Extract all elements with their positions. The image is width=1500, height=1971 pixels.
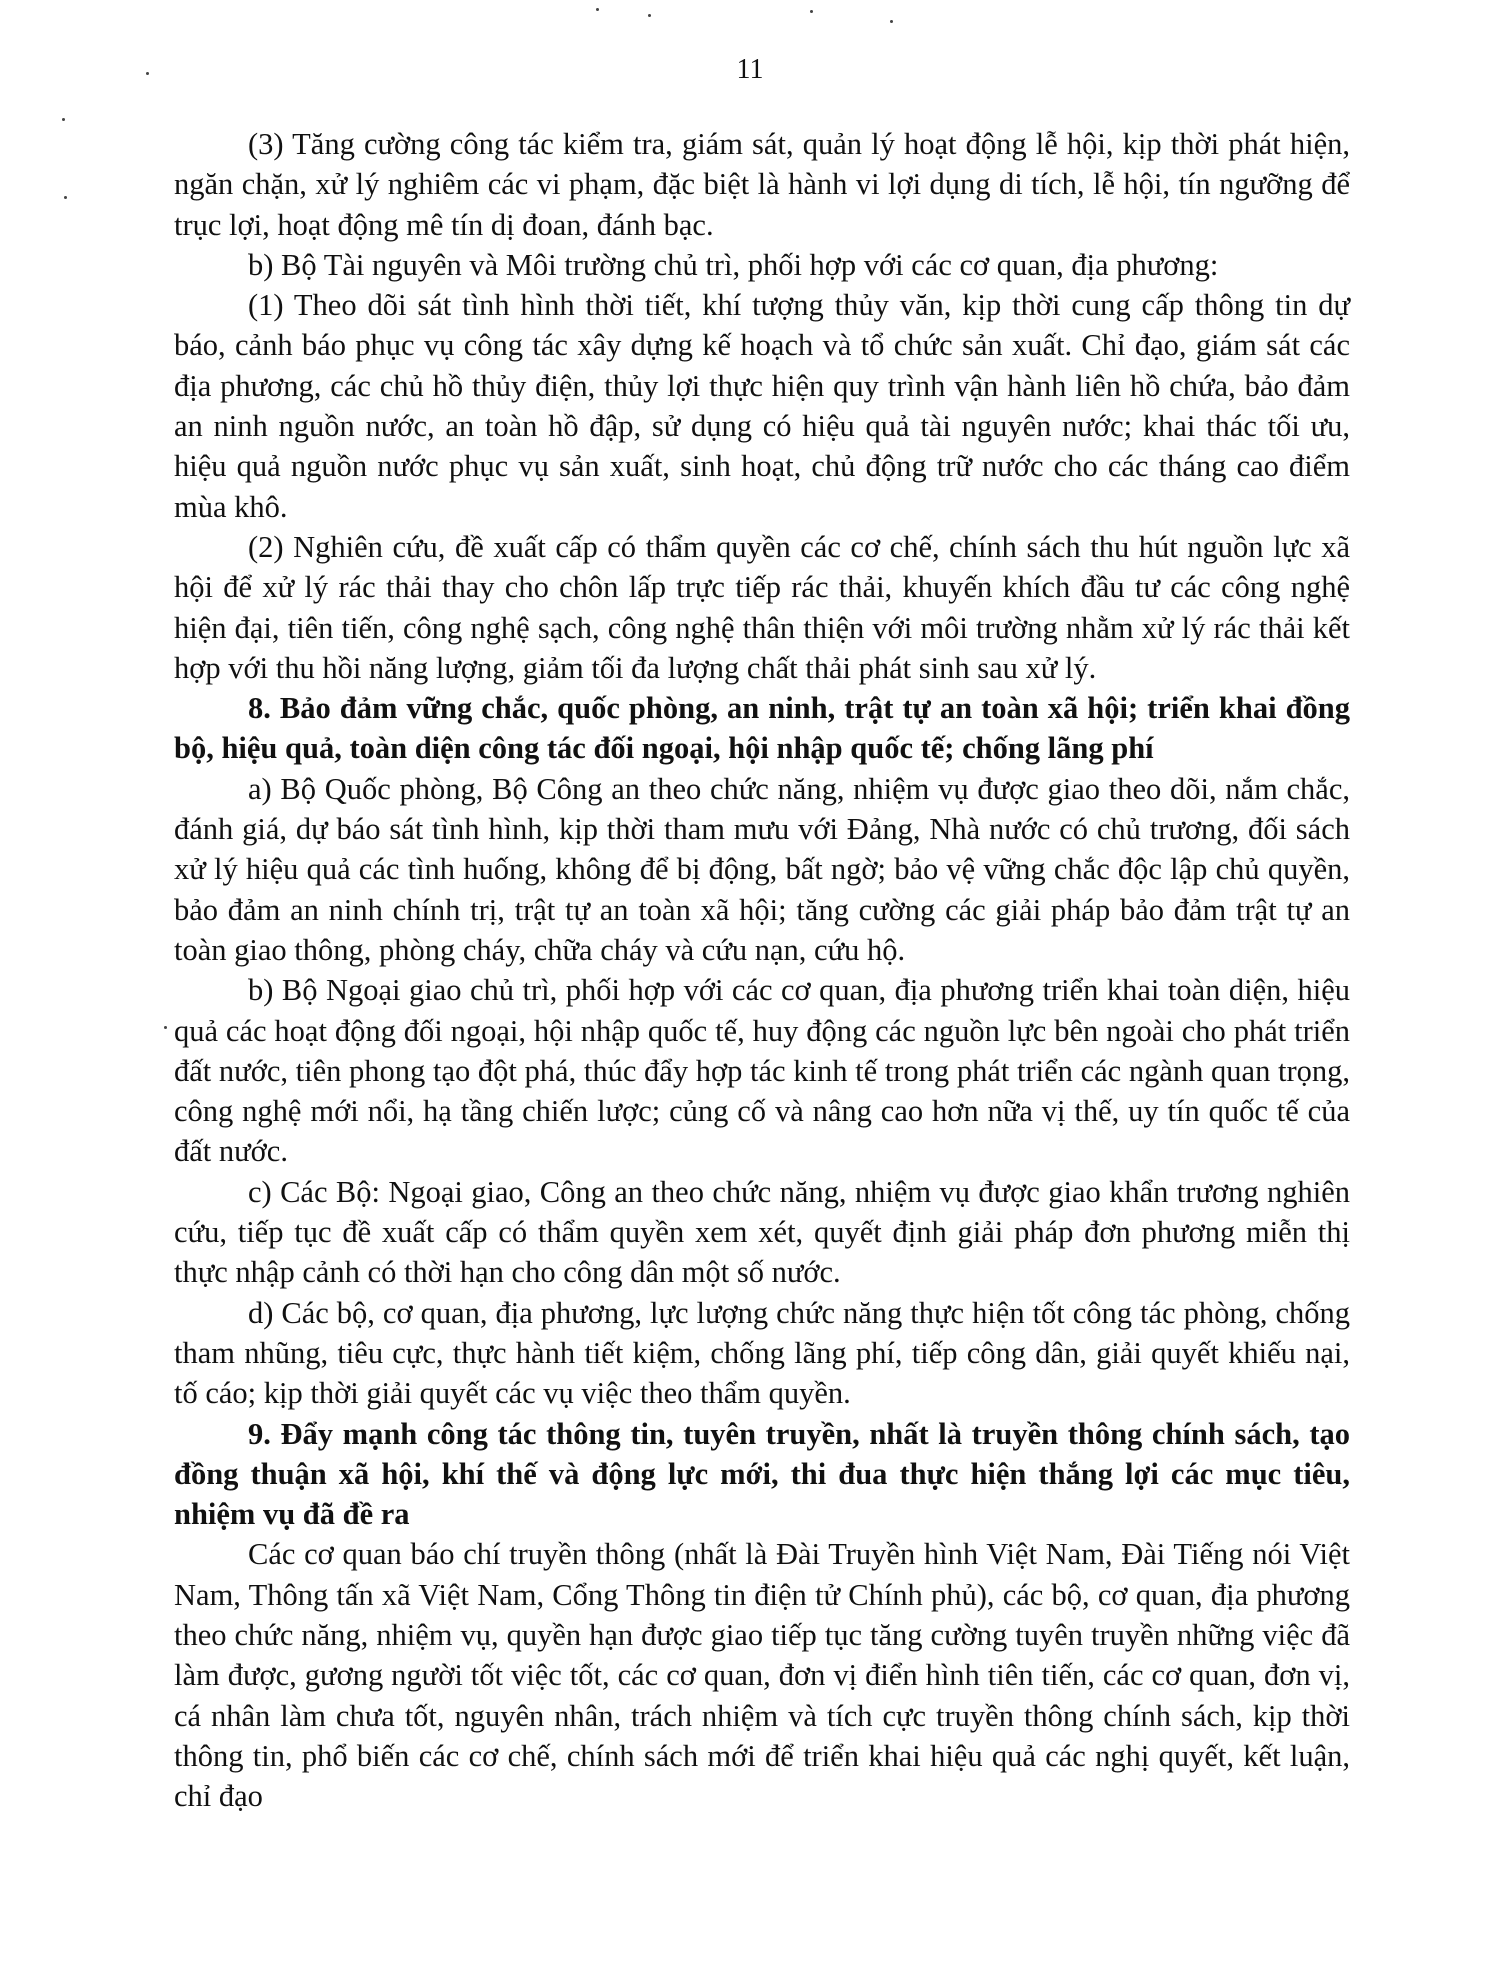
document-body — [174, 124, 1350, 1816]
paragraph-a-defense-security: a) Bộ Quốc phòng, Bộ Công an theo chức năng, nhiệm vụ được giao theo dõi, nắm chắc, đánh giá, dự báo sát tình hình, kịp thời tham mưu với Đảng, Nhà nước có chủ trương, đối sách xử lý hiệu quả các tình huống, không để bị động, bất ngờ; bảo vệ vững chắc độc lập chủ quyền, bảo đảm an ninh chính trị, trật tự an toàn xã hội; tăng cường các giải pháp bảo đảm trật tự an toàn giao thông, phòng cháy, chữa cháy và cứu nạn, cứu hộ. — [174, 771, 1350, 967]
scan-speck — [648, 14, 651, 17]
page-number: 11 — [736, 54, 764, 85]
section-8-heading: 8. Bảo đảm vững chắc, quốc phòng, an ninh, trật tự an toàn xã hội; triển khai đồng bộ, hiệu quả, toàn diện công tác đối ngoại, hội nhập quốc tế; chống lãng phí — [174, 691, 1350, 766]
scan-speck — [890, 20, 893, 23]
paragraph-b-foreign-affairs: b) Bộ Ngoại giao chủ trì, phối hợp với các cơ quan, địa phương triển khai toàn diện, hiệu quả các hoạt động đối ngoại, hội nhập quốc tế, huy động các nguồn lực bên ngoài cho phát triển đất nước, tiên phong tạo đột phá, thúc đẩy hợp tác kinh tế trong phát triển các ngành quan trọng, công nghệ mới nổi, hạ tầng chiến lược; củng cố và nâng cao hơn nữa vị thế, uy tín quốc tế của đất nước. — [174, 973, 1350, 1169]
paragraph-1-weather-monitoring: (1) Theo dõi sát tình hình thời tiết, khí tượng thủy văn, kịp thời cung cấp thông tin dự báo, cảnh báo phục vụ công tác xây dựng kế hoạch và tổ chức sản xuất. Chỉ đạo, giám sát các địa phương, các chủ hồ thủy điện, thủy lợi thực hiện quy trình vận hành liên hồ chứa, bảo đảm an ninh nguồn nước, an toàn hồ đập, sử dụng có hiệu quả tài nguyên nước; khai thác tối ưu, hiệu quả nguồn nước phục vụ sản xuất, sinh hoạt, chủ động trữ nước cho các tháng cao điểm mùa khô. — [174, 288, 1350, 524]
paragraph-d-anti-corruption: d) Các bộ, cơ quan, địa phương, lực lượng chức năng thực hiện tốt công tác phòng, chống tham nhũng, tiêu cực, thực hành tiết kiệm, chống lãng phí, tiếp công dân, giải quyết khiếu nại, tố cáo; kịp thời giải quyết các vụ việc theo thẩm quyền. — [174, 1295, 1350, 1411]
scan-speck — [62, 118, 65, 121]
scan-speck — [64, 196, 67, 199]
paragraph-c-visa-exemption: c) Các Bộ: Ngoại giao, Công an theo chức năng, nhiệm vụ được giao khẩn trương nghiên cứu, tiếp tục đề xuất cấp có thẩm quyền xem xét, quyết định giải pháp đơn phương miễn thị thực nhập cảnh có thời hạn cho công dân một số nước. — [174, 1174, 1350, 1290]
paragraph-b-environment-ministry: b) Bộ Tài nguyên và Môi trường chủ trì, phối hợp với các cơ quan, địa phương: — [248, 247, 1219, 282]
paragraph-media-agencies: Các cơ quan báo chí truyền thông (nhất là Đài Truyền hình Việt Nam, Đài Tiếng nói Việt Nam, Thông tấn xã Việt Nam, Cổng Thông tin điện tử Chính phủ), các bộ, cơ quan, địa phương theo chức năng, nhiệm vụ, quyền hạn được giao tiếp tục tăng cường tuyên truyền những việc đã làm được, gương người tốt việc tốt, các cơ quan, đơn vị điển hình tiên tiến, các cơ quan, đơn vị, cá nhân làm chưa tốt, nguyên nhân, trách nhiệm và tích cực truyền thông chính sách, kịp thời thông tin, phổ biến các cơ chế, chính sách mới để triển khai hiệu quả các nghị quyết, kết luận, chỉ đạo — [174, 1537, 1350, 1814]
scan-speck — [596, 8, 599, 11]
paragraph-2-waste-treatment: (2) Nghiên cứu, đề xuất cấp có thẩm quyền các cơ chế, chính sách thu hút nguồn lực xã hội để xử lý rác thải thay cho chôn lấp trực tiếp rác thải, khuyến khích đầu tư các công nghệ hiện đại, tiên tiến, công nghệ sạch, công nghệ thân thiện với môi trường nhằm xử lý rác thải kết hợp với thu hồi năng lượng, giảm tối đa lượng chất thải phát sinh sau xử lý. — [174, 529, 1350, 685]
paragraph-3-festival-inspection: (3) Tăng cường công tác kiểm tra, giám sát, quản lý hoạt động lễ hội, kịp thời phát hiện, ngăn chặn, xử lý nghiêm các vi phạm, đặc biệt là hành vi lợi dụng di tích, lễ hội, tín ngưỡng để trục lợi, hoạt động mê tín dị đoan, đánh bạc. — [174, 127, 1350, 242]
section-9-heading: 9. Đẩy mạnh công tác thông tin, tuyên truyền, nhất là truyền thông chính sách, tạo đồng thuận xã hội, khí thế và động lực mới, thi đua thực hiện thắng lợi các mục tiêu, nhiệm vụ đã đề ra — [174, 1416, 1350, 1532]
scan-speck — [164, 1026, 167, 1029]
scan-speck — [810, 10, 813, 13]
